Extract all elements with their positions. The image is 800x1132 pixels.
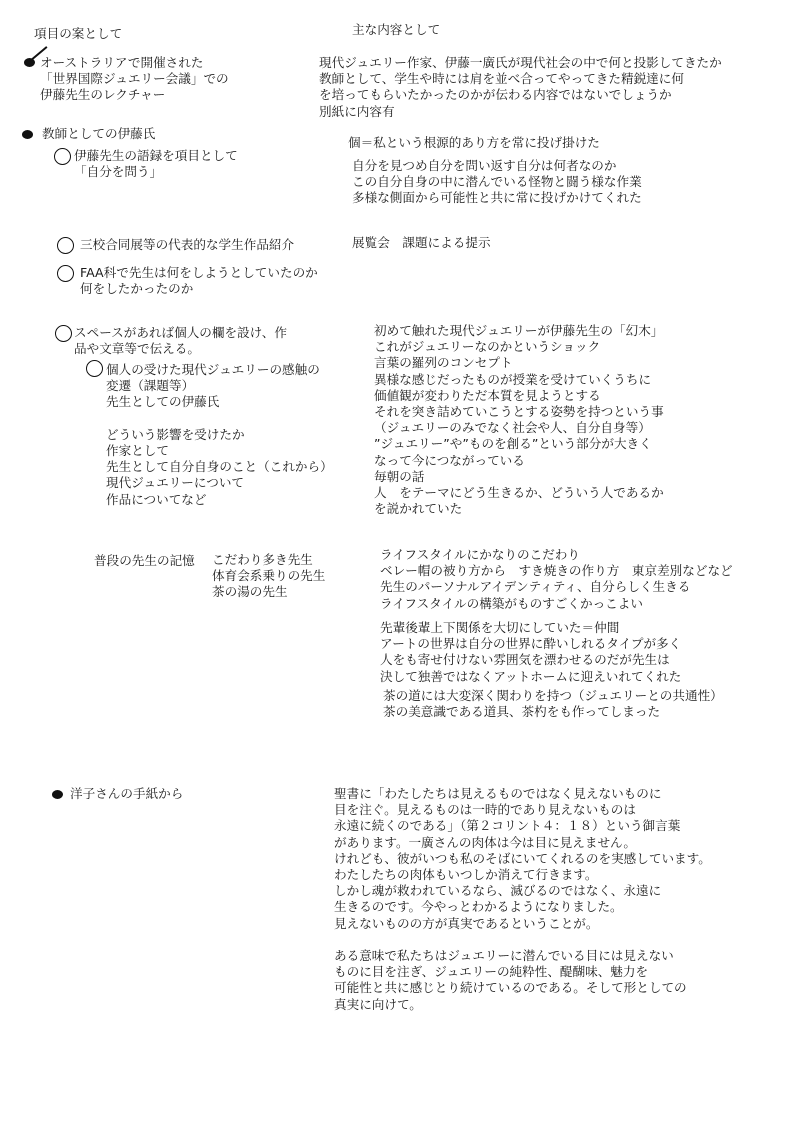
text-line: 異様な感じだったものが授業を受けていくうちに <box>374 371 652 387</box>
text-line: 作家として <box>106 443 169 459</box>
text-line: 個人の受けた現代ジュエリーの感触の <box>106 362 320 377</box>
text-line: 作品についてなど <box>106 491 207 507</box>
text-line: 言葉の羅列のコンセプト <box>374 355 513 371</box>
text-line: 先輩後輩上下関係を大切にしていた＝仲間 <box>380 620 620 635</box>
text-line: 現代ジュエリー作家、伊藤一廣氏が現代社会の中で何と投影してきたか <box>319 55 722 70</box>
text-line: 決して独善ではなくアットホームに迎えいれてくれた <box>380 668 682 684</box>
item-teacher: 教師としての伊藤氏 <box>42 126 156 141</box>
text-line: 初めて触れた現代ジュエリーが伊藤先生の「幻木」 <box>374 323 664 338</box>
content-memory-tea <box>383 688 723 720</box>
text-line: しかし魂が救われているなら、滅びるのではなく、永遠に <box>334 883 662 899</box>
memory-traits <box>212 552 325 601</box>
content-goroku <box>352 158 642 207</box>
text-line: わたしたちの肉体もいつしか消えて行きます。 <box>334 867 598 883</box>
text-line: を説かれていた <box>374 501 463 517</box>
memory-label: 普段の先生の記憶 <box>94 553 195 568</box>
text-line: 目を注ぐ。見えるものは一時的であり見えないものは <box>334 802 636 818</box>
text-line: オーストラリアで開催された <box>40 55 204 70</box>
text-line: 伊藤先生のレクチャー <box>40 87 166 103</box>
text-line: 可能性と共に感じとり続けているのである。そして形としての <box>334 980 687 996</box>
text-line: 茶の美意識である道具、茶杓をも作ってしまった <box>383 704 661 720</box>
text-line: どういう影響を受けたか <box>106 426 245 442</box>
text-line: ものに目を注ぎ、ジュエリーの純粋性、醍醐味、魅力を <box>334 964 649 980</box>
text-line: 伊藤先生の語録を項目として <box>74 148 238 163</box>
text-line: 真実に向けて。 <box>334 996 422 1012</box>
content-memory-lifestyle <box>380 547 733 612</box>
bullet-circle-icon <box>57 237 74 254</box>
text-line: 毎朝の話 <box>374 468 425 484</box>
content-memory-seniors <box>380 620 681 685</box>
content-letter <box>334 786 711 932</box>
item-space-sub <box>106 362 333 508</box>
bullet-circle-icon <box>55 325 72 342</box>
text-line: 生きるのです。今やっとわかるようになりました。 <box>334 899 623 915</box>
content-exhibition: 展覧会 課題による提示 <box>352 235 491 250</box>
text-line <box>106 411 333 427</box>
text-line: 聖書に「わたしたちは見えるものではなく見えないものに <box>334 786 662 801</box>
text-line: ライフスタイルにかなりのこだわり <box>380 547 580 562</box>
text-line: 多様な側面から可能性と共に常に投げかけてくれた <box>352 190 642 206</box>
text-line: この自分自身の中に潜んでいる怪物と闘う様な作業 <box>352 174 642 190</box>
content-space <box>374 323 664 517</box>
text-line: けれども、彼がいつも私のそばにいてくれるのを実感しています。 <box>334 850 711 866</box>
bullet-dot-icon <box>52 790 63 799</box>
text-line: それを突き詰めていこうとする姿勢を持つという事 <box>374 404 664 420</box>
text-line: こだわり多き先生 <box>212 552 313 567</box>
item-exhibition: 三校合同展等の代表的な学生作品紹介 <box>80 237 295 252</box>
item-letter: 洋子さんの手紙から <box>70 786 184 801</box>
text-line: 品や文章等で伝える。 <box>74 341 200 357</box>
text-line: があります。一廣さんの肉体は今は目に見えません。 <box>334 834 636 850</box>
text-line: 人 をテーマにどう生きるか、どういう人であるか <box>374 485 664 501</box>
text-line: 人をも寄せ付けない雰囲気を漂わせるのだが先生は <box>380 652 670 668</box>
text-line: 教師として、学生や時には肩を並べ合ってやってきた精鋭達に何 <box>319 71 684 87</box>
text-line: アートの世界は自分の世界に酔いしれるタイプが多く <box>380 636 682 652</box>
text-line: を培ってもらいたかったのかが伝わる内容ではないでしょうか <box>319 87 672 103</box>
content-letter-reflection <box>334 948 687 1013</box>
text-line: ベレー帽の被り方から すき焼きの作り方 東京差別などなど <box>380 563 733 579</box>
text-line: スペースがあれば個人の欄を設け、作 <box>74 325 287 340</box>
text-line: 茶の湯の先生 <box>212 584 288 600</box>
content-australia <box>319 55 722 120</box>
text-line: 茶の道には大変深く関わりを持つ（ジュエリーとの共通性） <box>383 688 723 703</box>
bullet-dot-icon <box>22 130 33 139</box>
text-line: 永遠に続くのである」（第２コリント４：１８）という御言葉 <box>334 818 681 834</box>
text-line: 別紙に内容有 <box>319 103 395 119</box>
text-line: 変遷（課題等） <box>106 378 195 394</box>
text-line: 先生としての伊藤氏 <box>106 394 220 410</box>
text-line: ライフスタイルの構築がものすごくかっこよい <box>380 595 643 611</box>
text-line: FAA科で先生は何をしようとしていたのか <box>80 265 318 280</box>
text-line: （ジュエリーのみでなく社会や人、自分自身等） <box>374 420 651 436</box>
items-column-header: 項目の案として <box>34 26 123 41</box>
text-line: ”ジュエリー”や”ものを創る”という部分が大きく <box>374 436 652 452</box>
text-line: ある意味で私たちはジュエリーに潜んでいる目には見えない <box>334 948 674 963</box>
text-line: 先生として自分自身のこと（これから） <box>106 459 333 475</box>
text-line: 何をしたかったのか <box>80 281 194 297</box>
text-line: 先生のパーソナルアイデンティティ、自分らしく生きる <box>380 579 691 595</box>
text-line: 見えないものの方が真実であるということが。 <box>334 915 599 931</box>
item-space <box>74 325 287 357</box>
bullet-circle-icon <box>54 148 71 165</box>
item-faa <box>80 265 318 297</box>
text-line: 自分を見つめ自分を問い返す自分は何者なのか <box>352 158 617 173</box>
content-column-header: 主な内容として <box>352 22 441 37</box>
text-line: これがジュエリーなのかというショック <box>374 339 601 355</box>
content-goroku-head: 個＝私という根源的あり方を常に投げ掛けた <box>348 135 600 150</box>
item-goroku <box>74 148 238 180</box>
text-line: 体育会系乗りの先生 <box>212 568 326 584</box>
text-line: 「自分を問う」 <box>74 164 163 180</box>
bullet-circle-icon <box>57 265 74 282</box>
item-australia <box>40 55 229 104</box>
text-line: 「世界国際ジュエリー会議」での <box>40 71 229 87</box>
text-line: なって今につながっている <box>374 452 525 468</box>
text-line: 価値観が変わりただ本質を見ようとする <box>374 387 601 403</box>
text-line: 現代ジュエリーについて <box>106 475 245 491</box>
bullet-circle-icon <box>86 360 103 377</box>
